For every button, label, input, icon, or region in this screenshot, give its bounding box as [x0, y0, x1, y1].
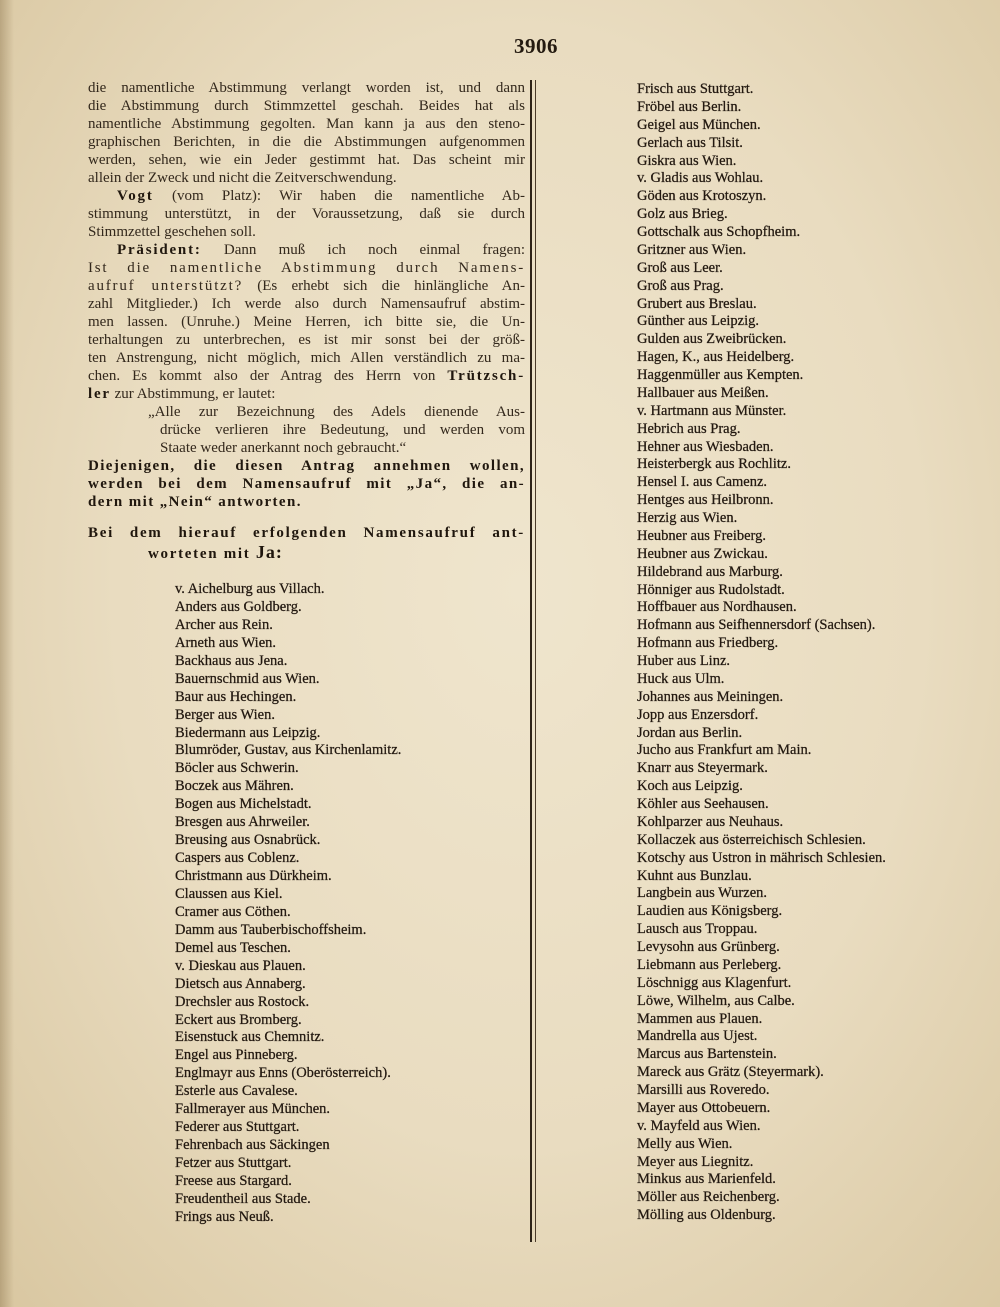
voter-entry: Drechsler aus Rostock.	[175, 993, 310, 1010]
voter-entry: Hehner aus Wiesbaden.	[637, 438, 774, 455]
text-line: werden bei dem Namensaufruf mit „Ja“, die an-	[88, 476, 525, 492]
text-line: ten Anstrengung, nicht möglich, mich Allen verständlich zu ma-	[88, 350, 525, 366]
voter-entry: Hagen, K., aus Heidelberg.	[637, 349, 795, 366]
voter-entry: Hildebrand aus Marburg.	[637, 563, 783, 580]
voter-entry: Mayer aus Ottobeuern.	[637, 1099, 771, 1116]
voter-entry: Laudien aus Königsberg.	[637, 903, 783, 920]
speaker-name: Vogt	[117, 188, 154, 204]
voter-entry: Hensel I. aus Camenz.	[637, 474, 768, 491]
text-line: drücke verlieren ihre Bedeutung, und werden vom	[160, 422, 525, 438]
voter-entry: Fallmerayer aus München.	[175, 1101, 331, 1118]
voter-entry: Herzig aus Wien.	[637, 510, 738, 526]
voter-entry: Hentges aus Heilbronn.	[637, 492, 774, 509]
speaker-name: Präsident:	[117, 242, 202, 258]
column-divider-thin	[535, 80, 536, 1242]
voter-entry: Jordan aus Berlin.	[637, 724, 743, 741]
text-line: Staate weder anerkannt noch gebraucht.“	[160, 440, 407, 456]
voter-entry: Huck aus Ulm.	[637, 670, 725, 687]
voter-entry: Eckert aus Bromberg.	[175, 1011, 302, 1028]
voting-instruction	[88, 457, 525, 511]
page-number: 3906	[514, 34, 558, 58]
voter-entry: Jucho aus Frankfurt am Main.	[637, 742, 812, 759]
voter-entry: Freudentheil aus Stade.	[175, 1190, 311, 1207]
text-line	[88, 259, 525, 277]
heading-line	[88, 543, 525, 564]
voter-entry: Liebmann aus Perleberg.	[637, 956, 782, 973]
voter-entry: Hallbauer aus Meißen.	[637, 384, 769, 401]
yes-vote-list-left	[175, 581, 401, 1227]
voter-entry: Marcus aus Bartenstein.	[637, 1046, 777, 1063]
voter-entry: Groß aus Leer.	[637, 259, 723, 276]
voter-entry: Caspers aus Coblenz.	[175, 850, 300, 867]
voter-entry: Kollaczek aus österreichisch Schlesien.	[637, 831, 866, 848]
text-line: namentliche Abstimmung gegolten. Man kann ja aus den steno-	[88, 116, 525, 132]
voter-entry: Levysohn aus Grünberg.	[637, 939, 780, 955]
heading-text: worteten mit	[148, 546, 256, 562]
text-line	[88, 241, 525, 259]
voter-entry: Langbein aus Wurzen.	[637, 885, 768, 902]
mover-name: Trützsch-	[447, 368, 525, 384]
voter-entry: Hofmann aus Friedberg.	[637, 635, 779, 652]
column-divider	[530, 80, 532, 1242]
voter-entry: Marsilli aus Roveredo.	[637, 1082, 770, 1098]
text-line: terhaltungen zu unterbrechen, es ist mir sonst bei der größ-	[88, 332, 525, 348]
voter-entry: Köhler aus Seehausen.	[637, 796, 769, 812]
voter-entry: Löschnigg aus Klagenfurt.	[637, 974, 792, 991]
voter-entry: Haggenmüller aus Kempten.	[637, 367, 804, 383]
voter-entry: Engel aus Pinneberg.	[175, 1047, 298, 1064]
text-line	[88, 367, 525, 385]
voter-entry: Anders aus Goldberg.	[175, 598, 302, 615]
voter-entry: Cramer aus Cöthen.	[175, 903, 291, 920]
voter-entry: Gulden aus Zweibrücken.	[637, 331, 787, 348]
voter-entry: Heubner aus Zwickau.	[637, 545, 768, 562]
text-line: stimmung unterstützt, in der Voraussetzung, daß sie durch	[88, 206, 525, 222]
voter-entry: Lausch aus Troppau.	[637, 921, 758, 938]
voter-entry: Giskra aus Wien.	[637, 152, 737, 169]
voter-entry: v. Mayfeld aus Wien.	[637, 1117, 761, 1134]
voter-entry: Mareck aus Grätz (Steyermark).	[637, 1064, 824, 1081]
voter-entry: Biedermann aus Leipzig.	[175, 724, 321, 741]
emphasized-question: aufruf unterstützt?	[88, 278, 244, 294]
text-segment: chen. Es kommt also der Antrag des Herrn von	[88, 368, 448, 384]
text-line: zahl Mitglieder.) Ich werde also durch Namensaufruf abstim-	[88, 296, 525, 312]
voter-entry: Damm aus Tauberbischoffsheim.	[175, 921, 367, 938]
vogt-paragraph	[88, 187, 525, 241]
text-segment: zur Abstimmung, er lautet:	[110, 386, 276, 402]
text-line: graphischen Berichten, in die die Abstimmungen aufgenommen	[88, 134, 525, 150]
voter-entry: Federer aus Stuttgart.	[175, 1119, 300, 1136]
voter-entry: Berger aus Wien.	[175, 706, 275, 723]
voter-entry: Fröbel aus Berlin.	[637, 98, 742, 115]
text-segment: Dann muß ich noch einmal fragen:	[201, 242, 525, 258]
voter-entry: Christmann aus Dürkheim.	[175, 868, 332, 884]
text-segment: (Es erhebt sich die hinlängliche An-	[243, 278, 525, 294]
yes-vote-list-right	[637, 81, 886, 1225]
voter-entry: Mölling aus Oldenburg.	[637, 1207, 776, 1224]
text-line: die namentliche Abstimmung verlangt worden ist, und dann	[88, 80, 525, 96]
page-edge-shadow	[0, 0, 14, 1307]
voter-entry: Heubner aus Freiberg.	[637, 527, 766, 544]
text-segment: (vom Platz): Wir haben die namentliche Ab-	[153, 188, 525, 204]
text-line: allein der Zweck und nicht die Zeitverschwendung.	[88, 170, 397, 186]
voter-entry: Hebrich aus Prag.	[637, 420, 741, 437]
president-paragraph	[88, 241, 525, 403]
voter-entry: Gottschalk aus Schopfheim.	[637, 224, 801, 240]
voter-entry: Kotschy aus Ustron in mährisch Schlesien.	[637, 849, 886, 866]
voter-entry: Jopp aus Enzersdorf.	[637, 706, 759, 723]
voter-entry: Mandrella aus Ujest.	[637, 1028, 758, 1045]
voter-entry: Boczek aus Mähren.	[175, 778, 294, 795]
voter-entry: Claussen aus Kiel.	[175, 885, 283, 902]
text-line: die Abstimmung durch Stimmzettel geschah. Beides hat als	[88, 98, 525, 114]
voter-entry: v. Gladis aus Wohlau.	[637, 170, 764, 187]
vote-heading	[88, 524, 525, 564]
voter-entry: v. Hartmann aus Münster.	[637, 402, 787, 419]
voter-entry: Fetzer aus Stuttgart.	[175, 1155, 292, 1171]
voter-entry: Hoffbauer aus Nordhausen.	[637, 599, 797, 616]
mover-name: ler	[88, 386, 111, 402]
text-line: men lassen. (Unruhe.) Meine Herren, ich bitte sie, die Un-	[88, 314, 525, 330]
voter-entry: Golz aus Brieg.	[637, 206, 728, 223]
voter-entry: Bresgen aus Ahrweiler.	[175, 814, 310, 831]
voter-entry: Esterle aus Cavalese.	[175, 1083, 298, 1100]
voter-entry: Heisterbergk aus Rochlitz.	[637, 456, 791, 473]
voter-entry: Freese aus Stargard.	[175, 1172, 292, 1189]
text-line	[88, 187, 525, 205]
voter-entry: Archer aus Rein.	[175, 616, 273, 633]
voter-entry: Frisch aus Stuttgart.	[637, 81, 754, 97]
vote-answer: Ja:	[255, 542, 283, 562]
text-line: dern mit „Nein“ antworten.	[88, 494, 302, 510]
voter-entry: Bauernschmid aus Wien.	[175, 670, 320, 687]
speech-text	[88, 79, 525, 564]
text-line	[88, 277, 525, 295]
voter-entry: Frings aus Neuß.	[175, 1208, 274, 1225]
voter-entry: Melly aus Wien.	[637, 1135, 733, 1152]
text-line: werden, sehen, wie ein Jeder gestimmt hat. Das scheint mir	[88, 152, 525, 168]
voter-entry: Bogen aus Michelstadt.	[175, 796, 312, 813]
voter-entry: Blumröder, Gustav, aus Kirchenlamitz.	[175, 742, 402, 759]
voter-entry: Geigel aus München.	[637, 116, 761, 133]
voter-entry: Kuhnt aus Bunzlau.	[637, 867, 752, 884]
voter-entry: Englmayr aus Enns (Oberösterreich).	[175, 1065, 391, 1082]
voter-entry: Kohlparzer aus Neuhaus.	[637, 813, 784, 830]
emphasized-question: Ist die namentliche Abstimmung durch Namens-	[88, 260, 525, 276]
voter-entry: Günther aus Leipzig.	[637, 313, 760, 330]
voter-entry: Breusing aus Osnabrück.	[175, 832, 321, 849]
voter-entry: Demel aus Teschen.	[175, 939, 291, 956]
voter-entry: Meyer aus Liegnitz.	[637, 1153, 754, 1170]
voter-entry: Hönniger aus Rudolstadt.	[637, 581, 785, 598]
voter-entry: Groß aus Prag.	[637, 277, 724, 294]
voter-entry: Koch aus Leipzig.	[637, 778, 743, 795]
voter-entry: v. Aichelburg aus Villach.	[175, 581, 325, 597]
voter-entry: Möller aus Reichenberg.	[637, 1189, 780, 1206]
voter-entry: Huber aus Linz.	[637, 653, 731, 669]
voter-entry: v. Dieskau aus Plauen.	[175, 957, 306, 974]
text-line: Stimmzettel geschehen soll.	[88, 224, 256, 240]
opening-paragraph	[88, 79, 525, 187]
voter-entry: Dietsch aus Annaberg.	[175, 975, 306, 992]
voter-entry: Eisenstuck aus Chemnitz.	[175, 1029, 325, 1046]
text-line	[88, 385, 525, 403]
voter-entry: Gerlach aus Tilsit.	[637, 134, 743, 151]
voter-entry: Johannes aus Meiningen.	[637, 688, 784, 705]
voter-entry: Göden aus Krotoszyn.	[637, 188, 767, 205]
voter-entry: Löwe, Wilhelm, aus Calbe.	[637, 992, 795, 1009]
text-line: „Alle zur Bezeichnung des Adels dienende Aus-	[148, 404, 525, 420]
voter-entry: Gritzner aus Wien.	[637, 241, 747, 258]
motion-quote	[88, 403, 525, 457]
voter-entry: Fehrenbach aus Säckingen	[175, 1137, 330, 1154]
voter-entry: Knarr aus Steyermark.	[637, 760, 768, 777]
voter-entry: Backhaus aus Jena.	[175, 652, 288, 669]
voter-entry: Minkus aus Marienfeld.	[637, 1171, 776, 1188]
text-line: Diejenigen, die diesen Antrag annehmen wollen,	[88, 458, 525, 474]
voter-entry: Böcler aus Schwerin.	[175, 760, 299, 777]
voter-entry: Arneth aus Wien.	[175, 634, 277, 651]
heading-line: Bei dem hierauf erfolgenden Namensaufruf ant-	[88, 525, 525, 541]
voter-entry: Baur aus Hechingen.	[175, 688, 297, 705]
voter-entry: Hofmann aus Seifhennersdorf (Sachsen).	[637, 617, 876, 634]
voter-entry: Mammen aus Plauen.	[637, 1010, 763, 1027]
voter-entry: Grubert aus Breslau.	[637, 295, 757, 312]
